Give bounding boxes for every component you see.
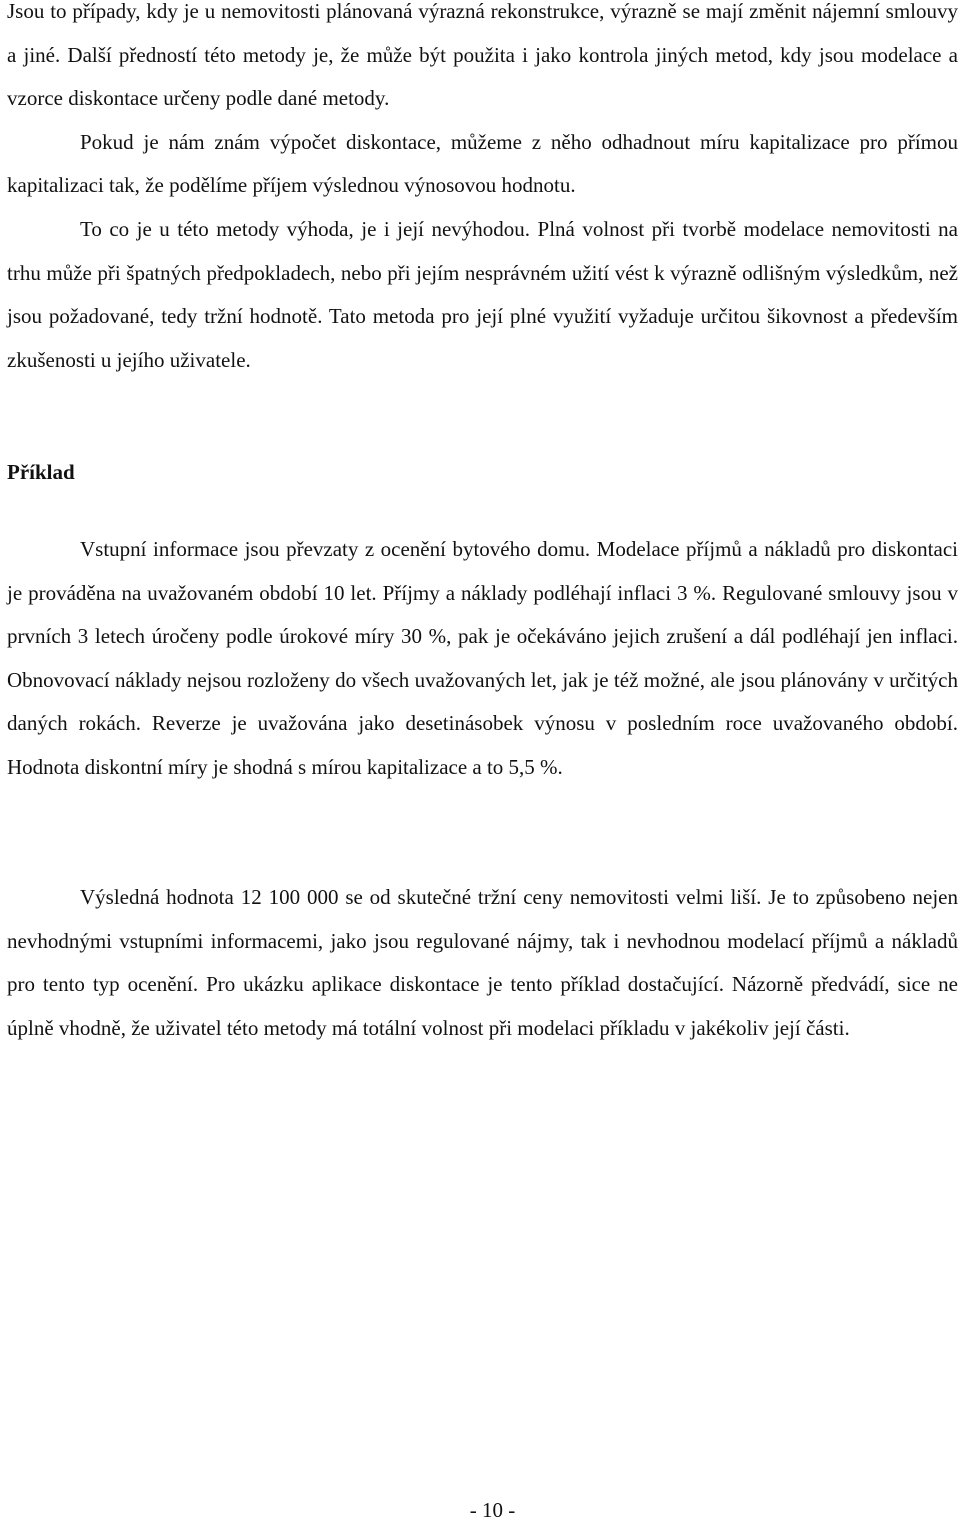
paragraph-reconstruction: Jsou to případy, kdy je u nemovitosti plánovaná výrazná rekonstrukce, výrazně se mají změnit nájemní smlouvy a jiné. Další předností této metody je, že může být použita i jako kontrola jiných metod, kdy jsou modelace a vzorce diskontace určeny podle dané metody.	[7, 0, 958, 111]
paragraph-capitalization: Pokud je nám znám výpočet diskontace, můžeme z něho odhadnout míru kapitalizace pro přímou kapitalizaci tak, že podělíme příjem výslednou výnosovou hodnotu.	[7, 129, 958, 198]
result-paragraph: Výsledná hodnota 12 100 000 se od skutečné tržní ceny nemovitosti velmi liší. Je to způsobeno nejen nevhodnými vstupními informacemi, jako jsou regulované nájmy, tak i nevhodnou modelací příjmů a nákladů pro tento typ ocenění. Pro ukázku aplikace diskontace je tento příklad dostačující. Názorně předvádí, sice ne úplně vhodně, že uživatel této metody má totální volnost při modelaci příkladu v jakékoliv její části.	[7, 885, 958, 1040]
section-heading: Příklad	[7, 460, 75, 484]
paragraph-advantage-disadvantage: To co je u této metody výhoda, je i její nevýhodou. Plná volnost při tvorbě modelace nemovitosti na trhu může při špatných předpokladech, nebo při jejím nesprávném užití vést k výrazně odlišným výsledkům, než jsou požadované, tedy tržní hodnotě. Tato metoda pro její plné využití vyžaduje určitou šikovnost a především zkušenosti u jejího uživatele.	[7, 216, 958, 372]
document-page	[7, 0, 958, 1521]
intro-text-block	[7, 0, 958, 382]
example-paragraph: Vstupní informace jsou převzaty z ocenění bytového domu. Modelace příjmů a nákladů pro diskontaci je prováděna na uvažovaném období 10 let. Příjmy a náklady podléhají inflaci 3 %. Regulované smlouvy jsou v prvních 3 letech úročeny podle úrokové míry 30 %, pak je očekáváno jejich zrušení a dál podléhají jen inflaci. Obnovovací náklady nejsou rozloženy do všech uvažovaných let, jak je též možné, ale jsou plánovány v určitých daných rokách. Reverze je uvažována jako desetinásobek výnosu v posledním roce uvažovaného období. Hodnota diskontní míry je shodná s mírou kapitalizace a to 5,5 %.	[7, 537, 958, 779]
page-number: - 10 -	[469, 1498, 516, 1522]
